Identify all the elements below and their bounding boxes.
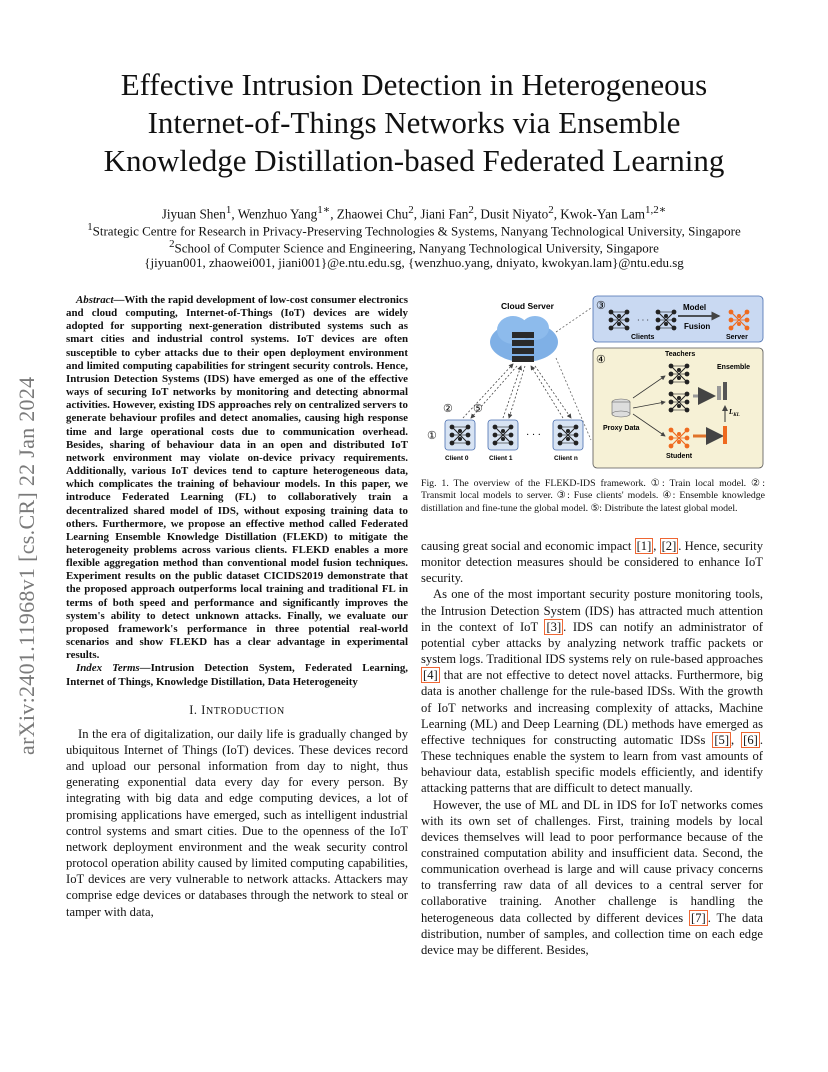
client-1-label: Client 1: [489, 455, 513, 462]
step-1-marker: ①: [427, 430, 437, 442]
author-name: Jiani Fan: [420, 206, 469, 222]
author-list: Jiyuan Shen$^1$, Wenzhuo Yang$^{1∗}$, Zhaowei Chu$^2$, Jiani Fan$^2$, Dusit Niyato$^2$, Kwok-Yan Lam$^{1,2∗}$: [161, 204, 667, 222]
affiliation-text: Strategic Centre for Research in Privacy-Preserving Technologies & Systems, Nanyang Technological University, Singapore: [92, 223, 741, 239]
text-span: . These techniques enable the system to learn from vast amounts of behaviour data, establish specific models efficiently, and identify attacking patterns that are difficult to detect manually.: [421, 732, 764, 796]
student-label: Student: [666, 453, 693, 460]
step-4-marker: ④: [596, 354, 606, 366]
intro-paragraph-4: [421, 797, 763, 959]
clients-ellipsis: · · ·: [526, 430, 541, 441]
step-3-marker: ③: [596, 300, 606, 312]
section-rest: NTRODUCTION: [205, 705, 285, 717]
author-sup: 1,2∗: [645, 204, 667, 216]
server-label: Server: [726, 334, 748, 341]
ensemble-label: Ensemble: [717, 364, 751, 371]
intro-paragraph-3: [421, 586, 763, 796]
client-0-label: Client 0: [445, 455, 469, 462]
title-line-3: Knowledge Distillation-based Federated Learning: [103, 143, 725, 178]
citation-link[interactable]: [5]: [714, 732, 730, 747]
index-terms-text: —Intrusion Detection System, Federated Learning, Internet of Things, Knowledge Distillation, Data Heterogeneity: [66, 662, 408, 688]
citation-link[interactable]: [1]: [636, 539, 652, 553]
section-initial: I: [201, 702, 206, 717]
text-span: ,: [731, 732, 742, 747]
author-name: Jiyuan Shen: [161, 206, 226, 222]
author-sup: 2: [408, 204, 414, 216]
abstract-text: —With the rapid development of low-cost consumer electronics and cloud computing, Internet-of-Things (IoT) devices are widely adopted for supporting next-generation distributed systems such as smart cities and industrial control systems. IoT devices are often susceptible to cyber attacks due to their open deployment environment and limited computing capabilities for stringent security controls. Hence, Intrusion Detection Systems (IDS) have emerged as one of the effective ways of securing IoT networks by monitoring and detecting abnormal activities. However, existing IDS approaches rely on centralized servers to generate behaviour profiles and detect anomalies, causing high response time and large operational costs due to communication overhead. Besides, sharing of behaviour data in an open and distributed IoT network environment may violate on-device privacy requirements. Additionally, various IoT devices tend to capture heterogeneous data, which complicates the training of behaviour models. In this paper, we introduce Federated Learning (FL) to collaboratively train a decentralized shared model of IDS, without exposing training data to others. Furthermore, we propose an effective method called Federated Learning Ensemble Knowledge Distillation (FLEKD) to mitigate the heterogeneity problems across various clients. FLEKD enables a more flexible aggregation method than conventional model fusion techniques. Experiment results on the public dataset CICIDS2019 demonstrate that the proposed approach outperforms local training and traditional FL in terms of both speed and performance and significantly improves the system's ability to detect unknown attacks. Finally, we evaluate our proposed framework's performance in three potential real-world scenarios and show FLEKD has a clear advantage in experimental results.: [66, 294, 408, 662]
text-span: . Hence, security monitor detection measures should be considered to enhance IoT security.: [421, 539, 764, 586]
step-5-marker: ⑤: [473, 403, 483, 415]
author-sup: 1: [225, 204, 232, 216]
step-2-marker: ②: [443, 403, 453, 415]
section-number: I.: [189, 702, 202, 717]
citation-link[interactable]: [7]: [691, 910, 706, 925]
author-sup: 1∗: [317, 204, 331, 216]
citation-link[interactable]: [2]: [661, 539, 677, 553]
title-line-1: Effective Intrusion Detection in Heterogeneous: [120, 67, 708, 102]
kl-sub: KL: [733, 413, 740, 418]
title-line-2: Internet-of-Things Networks via Ensemble: [147, 105, 681, 140]
clients-label: Clients: [631, 334, 655, 341]
author-sup: 2: [548, 204, 554, 216]
right-column: [421, 538, 763, 958]
affiliation-sup: 2: [169, 238, 175, 250]
paper-title: [0, 66, 828, 180]
abstract: [66, 294, 408, 662]
teachers-label: Teachers: [665, 351, 696, 358]
intro-paragraph-1: In the era of digitalization, our daily life is gradually changed by ubiquitous Internet of Things (IoT) devices. These devices record and upload our personal information from day to night, thus generating exponential data every day for every person. By integrating with big data and edge computing devices, a lot of promising applications have emerged, such as intelligent industrial control systems and smart cities. Due to the openness of the IoT network deployment environment and the weak security control protocol operation ability caused by limited computing capabilities, IoT devices are very vulnerable to network attacks. Attackers may comprise edge devices or databases through the network to steal or tamper with data,: [66, 726, 408, 919]
text-span: . The data distribution, number of samples, and collection time on each edge device may be different. Besides,: [421, 910, 763, 957]
intro-paragraph-2: [421, 538, 763, 586]
affiliation-text: School of Computer Science and Engineering, Nanyang Technological University, Singapore: [174, 240, 659, 256]
author-emails: {jiyuan001, zhaowei001, jiani001}@e.ntu.edu.sg, {wenzhuo.yang, dniyato, kwokyan.lam}@ntu.edu.sg: [144, 255, 684, 270]
author-name: Zhaowei Chu: [336, 206, 409, 222]
fusion-label: Fusion: [684, 322, 711, 331]
proxy-data-icon: [612, 399, 630, 417]
cloud-icon: [490, 316, 558, 362]
text-span: However, the use of ML and DL in IDS for IoT networks comes with its own set of challenges. First, training models by local devices themselves will lead to poor performance because of the constrained computation ability and insufficient data. Second, the communication overhead is large and will cause privacy concerns to transferring raw data of all devices to a central server for collaborative training. Another challenge is handling the heterogeneous data collected by different devices: [421, 797, 763, 925]
text-span: As one of the most important security posture monitoring tools, the Intrusion Detection System (IDS) has attracted much attention in the context of IoT: [421, 587, 763, 634]
section-heading-introduction: [66, 702, 408, 720]
index-terms: [66, 662, 408, 688]
client-n-label: Client n: [554, 455, 578, 462]
author-name: Kwok-Yan Lam: [560, 206, 646, 222]
arxiv-identifier: arXiv:2401.11968v1 [cs.CR] 22 Jan 2024: [14, 376, 39, 755]
ellipsis: · · ·: [637, 316, 649, 325]
text-span: ,: [653, 539, 660, 553]
author-sup: 2: [468, 204, 474, 216]
text-span: that are not effective to detect novel attacks. Furthermore, big data is another challenge for the rule-based IDSs. With the growth of IoT networks and increasing complexity of attacks, Machine Learning (ML) and Deep Learning (DL) methods have emerged as effective techniques for constructing automatic IDSs: [421, 668, 763, 747]
citation-link[interactable]: [3]: [546, 619, 562, 634]
model-label: Model: [683, 303, 707, 312]
text-span: causing great social and economic impact: [421, 539, 635, 553]
citation-link[interactable]: [6]: [743, 732, 758, 747]
abstract-label: Abstract: [76, 294, 114, 306]
figure-caption: Fig. 1. The overview of the FLEKD-IDS framework. ①: Train local model. ②: Transmit local models to server. ③: Fuse clients' models. ④: Ensemble knowledge distillation and fine-tune the global model. ⑤: Distribute the latest global model.: [421, 478, 765, 514]
kl-l: L: [729, 408, 734, 416]
citation-link[interactable]: [4]: [423, 668, 438, 683]
left-column: [66, 294, 408, 920]
index-terms-label: Index Terms: [76, 662, 140, 675]
cloud-server-label: Cloud Server: [501, 301, 554, 311]
author-name: Dusit Niyato: [480, 206, 549, 222]
author-name: Wenzhuo Yang: [237, 206, 318, 222]
text-span: . IDS can notify an administrator of potential cyber attacks by analyzing network traffic packets or system logs. Traditional IDS systems rely on rule-based approaches: [421, 619, 763, 667]
proxy-data-label: Proxy Data: [603, 425, 640, 432]
affiliation-sup: 1: [87, 221, 93, 233]
framework-figure: [421, 290, 765, 470]
